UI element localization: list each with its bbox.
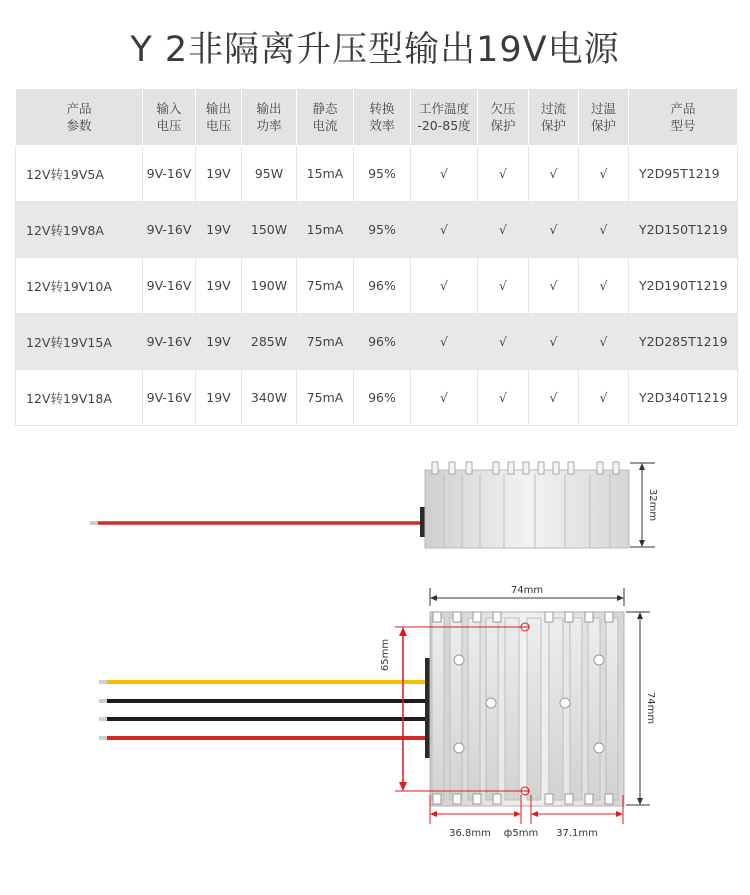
header-cell: 过温 保护 (579, 89, 629, 146)
undervoltage-check-cell: √ (478, 146, 529, 202)
hole-diameter-label: ф5mm (503, 828, 539, 839)
undervoltage-check-cell: √ (478, 202, 529, 258)
quiescent-current-cell: 75mA (297, 370, 354, 426)
undervoltage-check-cell: √ (478, 258, 529, 314)
side-housing (425, 470, 629, 548)
header-cell: 输出 电压 (196, 89, 242, 146)
temperature-check-cell: √ (411, 202, 478, 258)
table-row (16, 202, 738, 258)
header-cell: 过流 保护 (529, 89, 579, 146)
header-cell: 工作温度 -20-85度 (411, 89, 478, 146)
bottom-right-dimension-label: 37.1mm (556, 828, 598, 839)
power-cell: 190W (242, 258, 297, 314)
quiescent-current-cell: 15mA (297, 146, 354, 202)
model-cell: Y2D150T1219 (629, 202, 738, 258)
table-row (16, 258, 738, 314)
product-cell: 12V转19V15A (16, 314, 143, 370)
top-height-label: 74mm (645, 691, 656, 725)
output-voltage-cell: 19V (196, 370, 242, 426)
wire-tip (90, 521, 98, 525)
overcurrent-check-cell: √ (529, 370, 579, 426)
input-voltage-cell: 9V-16V (143, 202, 196, 258)
output-voltage-cell: 19V (196, 202, 242, 258)
header-cell: 输出 功率 (242, 89, 297, 146)
quiescent-current-cell: 15mA (297, 202, 354, 258)
header-cell: 欠压 保护 (478, 89, 529, 146)
model-cell: Y2D340T1219 (629, 370, 738, 426)
overcurrent-check-cell: √ (529, 314, 579, 370)
overtemp-check-cell: √ (579, 258, 629, 314)
input-voltage-cell: 9V-16V (143, 370, 196, 426)
efficiency-cell: 96% (354, 370, 411, 426)
bottom-left-dimension-label: 36.8mm (449, 828, 491, 839)
input-voltage-cell: 9V-16V (143, 314, 196, 370)
side-height-label: 32mm (647, 488, 658, 522)
output-voltage-cell: 19V (196, 146, 242, 202)
model-cell: Y2D285T1219 (629, 314, 738, 370)
product-cell: 12V转19V8A (16, 202, 143, 258)
undervoltage-check-cell: √ (478, 370, 529, 426)
product-cell: 12V转19V10A (16, 258, 143, 314)
product-cell: 12V转19V5A (16, 146, 143, 202)
power-cell: 95W (242, 146, 297, 202)
product-cell: 12V转19V18A (16, 370, 143, 426)
power-cell: 150W (242, 202, 297, 258)
table-row (16, 146, 738, 202)
power-cell: 340W (242, 370, 297, 426)
top-width-label: 74mm (510, 585, 544, 596)
top-view (99, 585, 656, 839)
spec-table (15, 88, 738, 426)
temperature-check-cell: √ (411, 146, 478, 202)
output-voltage-cell: 19V (196, 314, 242, 370)
page-title: Y 2非隔离升压型输出19V电源 (130, 30, 620, 70)
model-cell: Y2D95T1219 (629, 146, 738, 202)
power-cell: 285W (242, 314, 297, 370)
efficiency-cell: 96% (354, 258, 411, 314)
overcurrent-check-cell: √ (529, 202, 579, 258)
input-voltage-cell: 9V-16V (143, 146, 196, 202)
header-cell: 产品 型号 (629, 89, 738, 146)
overtemp-check-cell: √ (579, 202, 629, 258)
model-cell: Y2D190T1219 (629, 258, 738, 314)
overcurrent-check-cell: √ (529, 146, 579, 202)
hole-spacing-label: 65mm (380, 638, 391, 672)
table-header-row (16, 89, 738, 146)
temperature-check-cell: √ (411, 370, 478, 426)
overcurrent-check-cell: √ (529, 258, 579, 314)
undervoltage-check-cell: √ (478, 314, 529, 370)
quiescent-current-cell: 75mA (297, 258, 354, 314)
header-cell: 转换 效率 (354, 89, 411, 146)
overtemp-check-cell: √ (579, 146, 629, 202)
table-row (16, 370, 738, 426)
table-row (16, 314, 738, 370)
dimension-drawings (0, 440, 750, 895)
efficiency-cell: 95% (354, 146, 411, 202)
output-voltage-cell: 19V (196, 258, 242, 314)
side-view (90, 462, 658, 548)
input-voltage-cell: 9V-16V (143, 258, 196, 314)
temperature-check-cell: √ (411, 258, 478, 314)
header-cell: 输入 电压 (143, 89, 196, 146)
header-cell: 静态 电流 (297, 89, 354, 146)
header-cell: 产品 参数 (16, 89, 143, 146)
temperature-check-cell: √ (411, 314, 478, 370)
quiescent-current-cell: 75mA (297, 314, 354, 370)
efficiency-cell: 95% (354, 202, 411, 258)
efficiency-cell: 96% (354, 314, 411, 370)
overtemp-check-cell: √ (579, 370, 629, 426)
overtemp-check-cell: √ (579, 314, 629, 370)
